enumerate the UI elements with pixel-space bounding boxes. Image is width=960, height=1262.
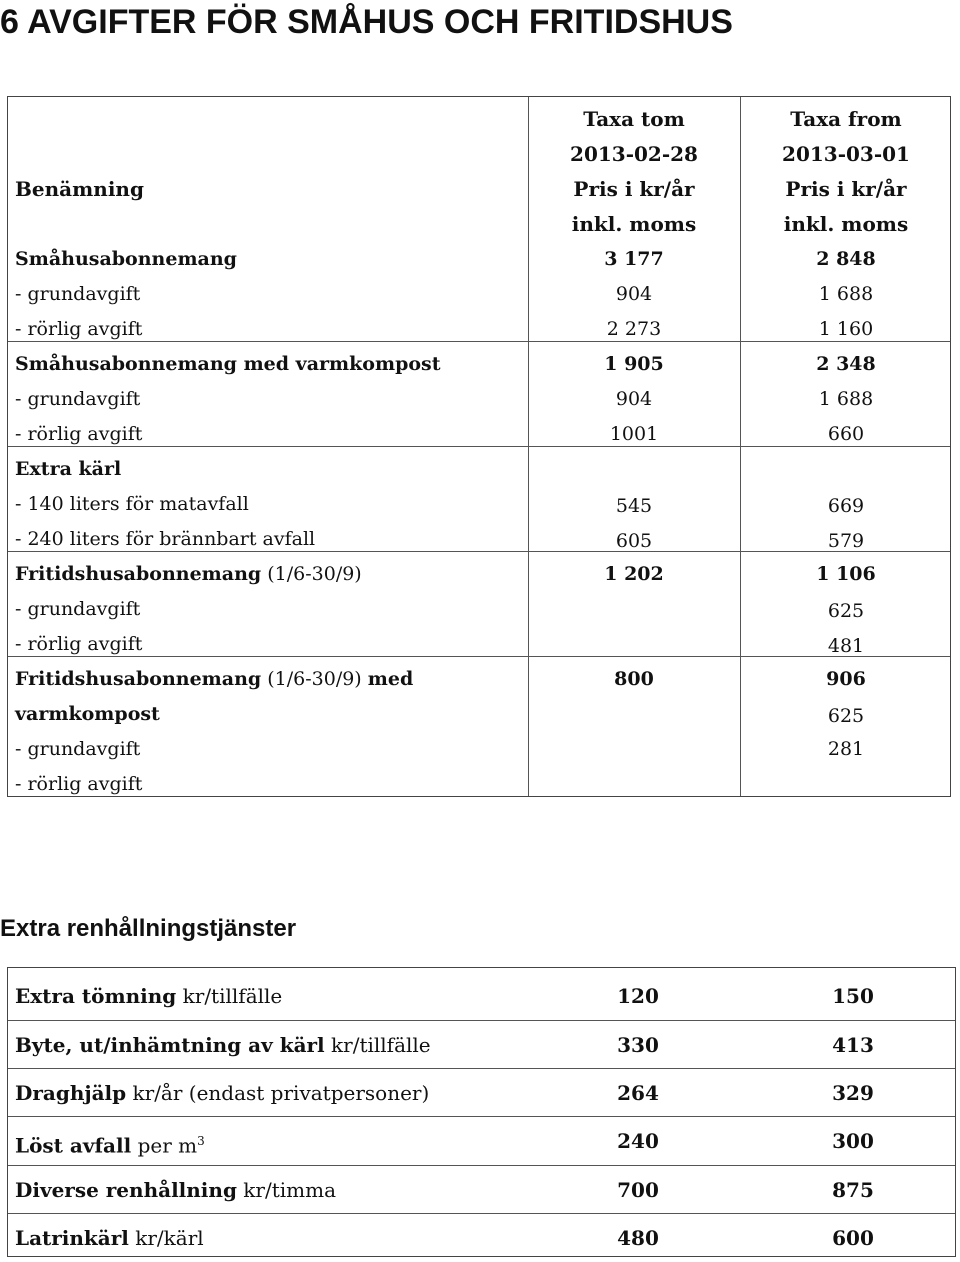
row-label: Småhusabonnemang — [15, 248, 237, 270]
service-price-old: 264 — [617, 1081, 659, 1105]
service-price-old: 240 — [617, 1129, 659, 1153]
service-price-new: 300 — [832, 1129, 874, 1153]
header-col2-line3: Pris i kr/år — [785, 177, 907, 201]
service-label: Byte, ut/inhämtning av kärl kr/tillfälle — [15, 1033, 431, 1057]
row-label: - 140 liters för matavfall — [15, 493, 249, 515]
row-value-old: 3 177 — [604, 248, 664, 270]
row-label — [15, 662, 413, 697]
row-label: - rörlig avgift — [15, 318, 143, 340]
row-label: - rörlig avgift — [15, 423, 143, 445]
row-label: - grundavgift — [15, 738, 141, 760]
header-col1-line1: Taxa tom — [583, 107, 685, 131]
row-value-new: 281 — [827, 738, 865, 760]
row-value-old: 1 905 — [604, 353, 664, 375]
row-value-new: 906 — [826, 668, 866, 690]
service-price-old: 480 — [617, 1226, 659, 1250]
row-label: - grundavgift — [15, 598, 141, 620]
header-col2-line4: inkl. moms — [783, 212, 909, 236]
row-label: - 240 liters för brännbart avfall — [15, 528, 316, 550]
row-value-new: 579 — [827, 530, 865, 552]
service-price-old: 120 — [617, 984, 659, 1008]
table-row — [8, 1214, 955, 1262]
row-value-new: 1 106 — [816, 563, 876, 585]
row-label: - rörlig avgift — [15, 773, 143, 795]
row-label — [15, 557, 362, 592]
service-label: Diverse renhållning kr/timma — [15, 1178, 337, 1202]
row-value-old: 545 — [615, 495, 653, 517]
table-row — [8, 972, 955, 1020]
row-value-old: 1001 — [609, 423, 659, 445]
section-title: Extra renhållningstjänster — [0, 915, 297, 942]
row-value-old: 800 — [614, 668, 654, 690]
service-label: Extra tömning kr/tillfälle — [15, 984, 283, 1008]
service-price-old: 700 — [617, 1178, 659, 1202]
row-value-new: 1 688 — [818, 283, 874, 305]
row-value-old: 904 — [615, 283, 653, 305]
row-label: varmkompost — [15, 703, 160, 725]
header-col2-line2: 2013-03-01 — [782, 142, 910, 166]
row-value-new: 481 — [827, 635, 865, 657]
service-price-new: 600 — [832, 1226, 874, 1250]
row-label: Småhusabonnemang med varmkompost — [15, 353, 441, 375]
fee-table — [7, 96, 951, 797]
table-row — [8, 1166, 955, 1214]
row-value-old: 2 273 — [606, 318, 662, 340]
row-value-new: 1 160 — [818, 318, 874, 340]
table-row — [8, 1117, 955, 1165]
service-label: Latrinkärl kr/kärl — [15, 1226, 204, 1250]
row-value-new: 2 848 — [816, 248, 876, 270]
header-name-label: Benämning — [15, 177, 144, 201]
row-value-new: 625 — [827, 600, 865, 622]
extra-services-table — [7, 967, 956, 1257]
row-label-rest: (1/6-30/9) — [267, 668, 362, 690]
header-col1-line2: 2013-02-28 — [570, 142, 698, 166]
row-label: - rörlig avgift — [15, 633, 143, 655]
service-price-old: 330 — [617, 1033, 659, 1057]
row-value-new: 2 348 — [816, 353, 876, 375]
row-value-new: 625 — [827, 705, 865, 727]
row-value-old: 1 202 — [604, 563, 664, 585]
row-label: Extra kärl — [15, 458, 122, 480]
row-value-old: 904 — [615, 388, 653, 410]
table-row — [8, 1021, 955, 1069]
row-value-old: 605 — [615, 530, 653, 552]
row-value-new: 660 — [827, 423, 865, 445]
header-col1-line3: Pris i kr/år — [573, 177, 695, 201]
service-price-new: 329 — [832, 1081, 874, 1105]
service-price-new: 875 — [832, 1178, 874, 1202]
table-row — [8, 1069, 955, 1117]
row-value-new: 1 688 — [818, 388, 874, 410]
row-label-bold: Fritidshusabonnemang — [15, 668, 262, 690]
header-col2-line1: Taxa from — [790, 107, 902, 131]
header-col1-line4: inkl. moms — [571, 212, 697, 236]
service-label: Löst avfall per $m^3$ — [15, 1133, 205, 1158]
row-label: - grundavgift — [15, 283, 141, 305]
row-label-bold: Fritidshusabonnemang — [15, 563, 262, 585]
service-price-new: 413 — [832, 1033, 874, 1057]
service-price-new: 150 — [832, 984, 874, 1008]
page-title: 6 AVGIFTER FÖR SMÅHUS OCH FRITIDSHUS — [0, 3, 733, 41]
row-label: - grundavgift — [15, 388, 141, 410]
row-label-rest: (1/6-30/9) — [267, 563, 362, 585]
row-value-new: 669 — [827, 495, 865, 517]
service-label: Draghjälp kr/år (endast privatpersoner) — [15, 1081, 430, 1105]
row-label-bold-tail: med — [367, 668, 414, 690]
